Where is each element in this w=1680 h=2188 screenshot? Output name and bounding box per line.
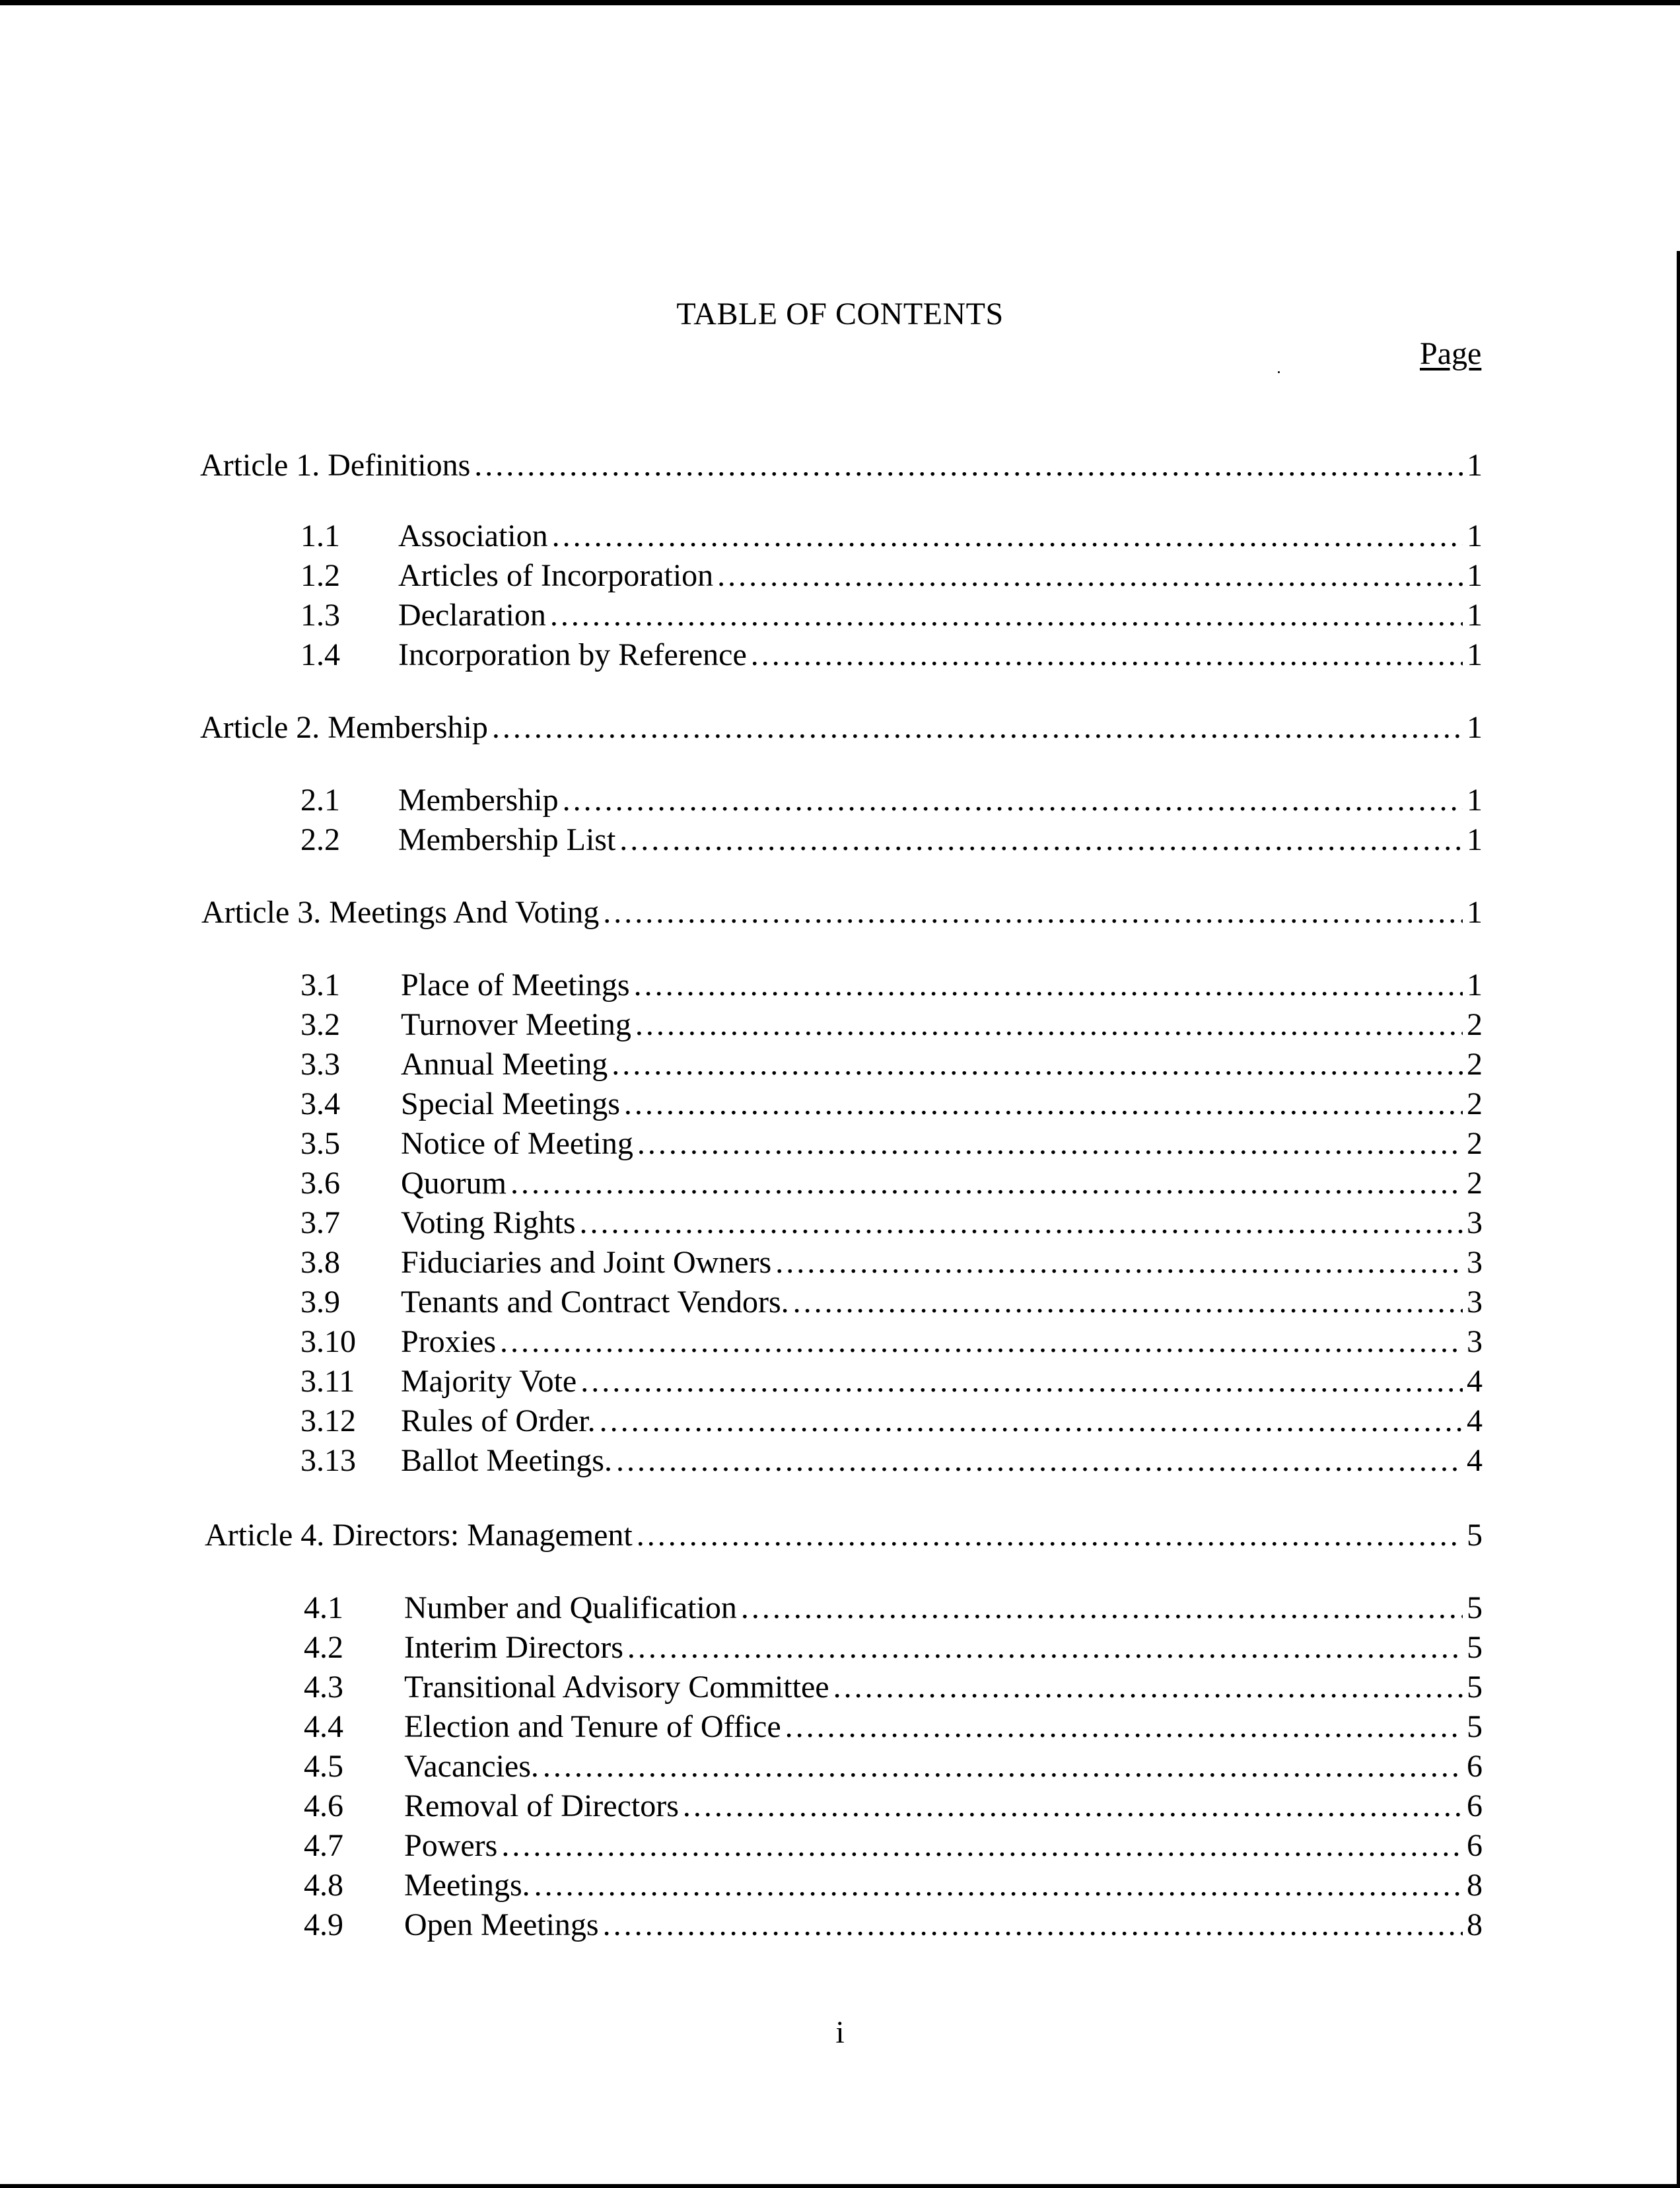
page-number: 2	[1467, 1007, 1483, 1042]
dot-leader	[510, 1164, 1463, 1203]
section-title: Ballot Meetings.	[401, 1443, 612, 1478]
dot-leader	[580, 1203, 1463, 1243]
toc-section-row	[304, 1747, 1483, 1786]
section-number: 4.6	[304, 1788, 343, 1823]
page-number: 1	[1467, 518, 1483, 553]
section-number: 3.13	[300, 1443, 356, 1478]
dot-leader	[563, 781, 1463, 820]
toc-section-row	[304, 1786, 1483, 1826]
dot-leader	[751, 635, 1463, 675]
section-title: Tenants and Contract Vendors.	[401, 1285, 789, 1320]
section-number: 1.1	[300, 518, 340, 553]
dot-leader	[627, 1628, 1463, 1668]
dot-leader	[550, 596, 1463, 635]
footer-page-number: i	[835, 2015, 845, 2050]
dot-leader	[534, 1866, 1463, 1905]
toc-section-row	[300, 1322, 1483, 1362]
section-title: Proxies	[401, 1324, 496, 1359]
page-number: 3	[1467, 1205, 1483, 1240]
section-title: Transitional Advisory Committee	[404, 1670, 829, 1705]
article-title: Article 4. Directors: Management	[205, 1518, 633, 1553]
toc-section-row	[300, 1005, 1483, 1045]
section-number: 3.3	[300, 1047, 340, 1082]
page-number: 4	[1467, 1403, 1483, 1438]
article-title: Article 1. Definitions	[200, 448, 471, 483]
section-title: Declaration	[398, 598, 546, 633]
page-number: 1	[1467, 558, 1483, 593]
page-number: 2	[1467, 1126, 1483, 1161]
section-title: Place of Meetings	[401, 968, 630, 1003]
section-number: 3.9	[300, 1285, 340, 1320]
page-number: 5	[1467, 1709, 1483, 1744]
toc-section-row	[304, 1628, 1483, 1668]
dot-leader	[603, 893, 1463, 933]
section-number: 4.7	[304, 1828, 343, 1863]
section-number: 3.8	[300, 1245, 340, 1280]
section-number: 1.3	[300, 598, 340, 633]
article-title: Article 2. Membership	[200, 710, 488, 745]
page-number: 2	[1467, 1047, 1483, 1082]
section-title: Powers	[404, 1828, 498, 1863]
dot-leader	[616, 1441, 1463, 1481]
page-number: 2	[1467, 1086, 1483, 1121]
page-title: TABLE OF CONTENTS	[676, 297, 1004, 332]
toc-section-row	[300, 596, 1483, 635]
scan-speck	[1278, 371, 1280, 373]
section-title: Removal of Directors	[404, 1788, 679, 1823]
page-number: 5	[1467, 1670, 1483, 1705]
section-number: 3.10	[300, 1324, 356, 1359]
section-number: 4.1	[304, 1590, 343, 1625]
section-number: 4.5	[304, 1749, 343, 1784]
page-number: 4	[1467, 1364, 1483, 1399]
dot-leader	[833, 1668, 1463, 1707]
toc-article-row	[201, 893, 1483, 933]
section-title: Quorum	[401, 1166, 507, 1201]
section-number: 3.1	[300, 968, 340, 1003]
dot-leader	[619, 820, 1463, 860]
page-number: 6	[1467, 1749, 1483, 1784]
section-number: 3.12	[300, 1403, 356, 1438]
toc-section-row	[304, 1707, 1483, 1747]
section-title: Articles of Incorporation	[398, 558, 714, 593]
toc-article-row	[200, 708, 1483, 748]
toc-section-row	[304, 1668, 1483, 1707]
section-title: Special Meetings	[401, 1086, 620, 1121]
page-number: 3	[1467, 1285, 1483, 1320]
dot-leader	[683, 1786, 1463, 1826]
article-title: Article 3. Meetings And Voting	[201, 895, 600, 930]
toc-section-row	[300, 635, 1483, 675]
section-title: Open Meetings	[404, 1907, 599, 1942]
section-title: Interim Directors	[404, 1630, 623, 1665]
section-number: 3.11	[300, 1364, 355, 1399]
dot-leader	[785, 1707, 1463, 1747]
toc-section-row	[300, 1203, 1483, 1243]
page-number: 6	[1467, 1788, 1483, 1823]
toc-section-row	[304, 1588, 1483, 1628]
dot-leader	[793, 1283, 1463, 1322]
toc-section-row	[300, 556, 1483, 596]
toc-section-row	[300, 1124, 1483, 1164]
toc-section-row	[300, 820, 1483, 860]
section-number: 4.9	[304, 1907, 343, 1942]
scan-border-top	[0, 0, 1680, 5]
page-number: 1	[1467, 637, 1483, 672]
section-title: Membership	[398, 783, 559, 818]
section-title: Voting Rights	[401, 1205, 576, 1240]
section-number: 1.2	[300, 558, 340, 593]
dot-leader	[600, 1401, 1463, 1441]
section-number: 4.3	[304, 1670, 343, 1705]
section-title: Vacancies.	[404, 1749, 539, 1784]
page-number: 5	[1467, 1630, 1483, 1665]
dot-leader	[501, 1826, 1463, 1866]
section-number: 1.4	[300, 637, 340, 672]
section-title: Election and Tenure of Office	[404, 1709, 781, 1744]
toc-section-row	[300, 781, 1483, 820]
toc-section-row	[300, 1243, 1483, 1283]
section-title: Membership List	[398, 822, 616, 857]
dot-leader	[492, 708, 1463, 748]
section-number: 3.4	[300, 1086, 340, 1121]
toc-section-row	[304, 1905, 1483, 1945]
page-number: 3	[1467, 1245, 1483, 1280]
dot-leader	[624, 1084, 1463, 1124]
page-number: 1	[1467, 895, 1483, 930]
section-number: 2.1	[300, 783, 340, 818]
dot-leader	[741, 1588, 1463, 1628]
toc-section-row	[300, 1362, 1483, 1401]
page-number: 1	[1467, 448, 1483, 483]
section-title: Meetings.	[404, 1868, 530, 1903]
dot-leader	[474, 446, 1463, 485]
toc-article-row	[200, 446, 1483, 485]
page-number: 1	[1467, 968, 1483, 1003]
section-number: 4.4	[304, 1709, 343, 1744]
page-number: 1	[1467, 710, 1483, 745]
dot-leader	[552, 516, 1463, 556]
section-number: 4.2	[304, 1630, 343, 1665]
dot-leader	[603, 1905, 1463, 1945]
dot-leader	[635, 1005, 1463, 1045]
section-number: 2.2	[300, 822, 340, 857]
dot-leader	[775, 1243, 1463, 1283]
section-title: Notice of Meeting	[401, 1126, 633, 1161]
page-number: 3	[1467, 1324, 1483, 1359]
dot-leader	[637, 1124, 1463, 1164]
page-number: 5	[1467, 1518, 1483, 1553]
section-number: 3.7	[300, 1205, 340, 1240]
section-title: Number and Qualification	[404, 1590, 737, 1625]
page-number: 5	[1467, 1590, 1483, 1625]
toc-section-row	[300, 1401, 1483, 1441]
dot-leader	[580, 1362, 1463, 1401]
dot-leader	[637, 1516, 1463, 1555]
toc-section-row	[300, 1283, 1483, 1322]
dot-leader	[500, 1322, 1463, 1362]
toc-section-row	[300, 966, 1483, 1005]
page-number: 1	[1467, 598, 1483, 633]
section-title: Turnover Meeting	[401, 1007, 631, 1042]
page-number: 1	[1467, 783, 1483, 818]
section-title: Incorporation by Reference	[398, 637, 747, 672]
dot-leader	[634, 966, 1463, 1005]
page-number: 6	[1467, 1828, 1483, 1863]
section-title: Association	[398, 518, 548, 553]
section-number: 3.6	[300, 1166, 340, 1201]
dot-leader	[717, 556, 1463, 596]
dot-leader	[543, 1747, 1463, 1786]
toc-section-row	[300, 1084, 1483, 1124]
scan-border-bottom	[0, 2184, 1680, 2188]
page-number: 1	[1467, 822, 1483, 857]
section-number: 3.2	[300, 1007, 340, 1042]
toc-section-row	[304, 1866, 1483, 1905]
toc-section-row	[304, 1826, 1483, 1866]
page-number: 8	[1467, 1868, 1483, 1903]
toc-section-row	[300, 1164, 1483, 1203]
section-number: 4.8	[304, 1868, 343, 1903]
section-title: Majority Vote	[401, 1364, 577, 1399]
section-title: Fiduciaries and Joint Owners	[401, 1245, 772, 1280]
page-number: 2	[1467, 1166, 1483, 1201]
page-number: 8	[1467, 1907, 1483, 1942]
toc-section-row	[300, 516, 1483, 556]
section-title: Annual Meeting	[401, 1047, 608, 1082]
section-number: 3.5	[300, 1126, 340, 1161]
section-title: Rules of Order.	[401, 1403, 596, 1438]
toc-article-row	[205, 1516, 1483, 1555]
page-number: 4	[1467, 1443, 1483, 1478]
scan-border-right	[1677, 251, 1680, 2188]
toc-section-row	[300, 1045, 1483, 1084]
toc-section-row	[300, 1441, 1483, 1481]
page-column-label: Page	[1420, 336, 1482, 371]
dot-leader	[612, 1045, 1463, 1084]
